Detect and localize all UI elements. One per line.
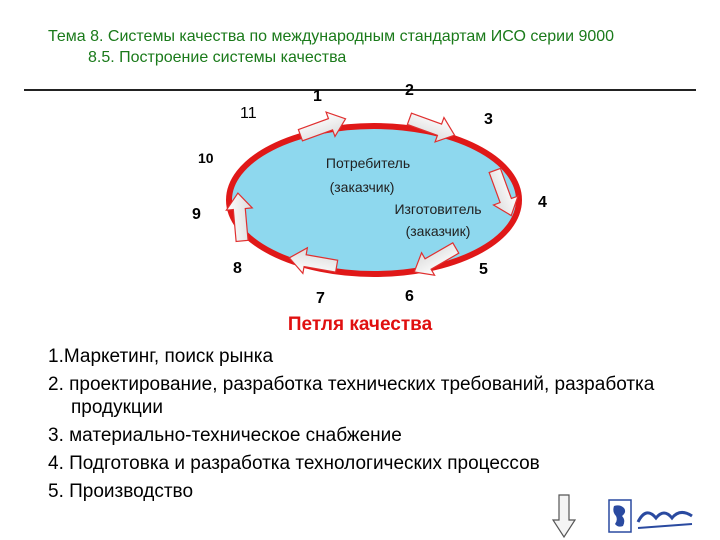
loop-number-4: 4	[538, 194, 547, 211]
loop-number-2: 2	[405, 82, 414, 99]
loop-number-7: 7	[316, 290, 325, 307]
list-item: 4. Подготовка и разработка технологических процессов	[48, 453, 540, 474]
down-arrow-icon[interactable]	[552, 494, 576, 538]
section-subtitle: 8.5. Построение системы качества	[88, 49, 347, 66]
loop-number-1: 1	[313, 88, 322, 105]
loop-number-10: 10	[198, 150, 214, 166]
loop-number-9: 9	[192, 206, 201, 223]
logo-icon	[608, 498, 698, 534]
stage-list	[48, 345, 720, 508]
topic-title: Тема 8. Системы качества по международным стандартам ИСО серии 9000	[48, 28, 615, 45]
manufacturer-label: Изготовитель	[394, 201, 482, 217]
diagram-caption: Петля качества	[287, 314, 433, 335]
loop-number-6: 6	[405, 288, 414, 305]
loop-number-3: 3	[484, 111, 493, 128]
list-item: 2. проектирование, разработка технических требований, разработка продукции	[48, 374, 655, 418]
loop-number-5: 5	[479, 261, 488, 278]
list-item: 1.Маркетинг, поиск рынка	[48, 346, 274, 367]
consumer-sublabel: (заказчик)	[329, 179, 395, 195]
list-item: 5. Производство	[48, 481, 194, 502]
consumer-label: Потребитель	[325, 155, 411, 171]
manufacturer-sublabel: (заказчик)	[405, 223, 471, 239]
quality-loop-ring	[229, 126, 519, 274]
loop-number-8: 8	[233, 260, 242, 277]
list-item: 3. материально-техническое снабжение	[48, 425, 402, 446]
loop-number-11: 11	[240, 105, 257, 122]
